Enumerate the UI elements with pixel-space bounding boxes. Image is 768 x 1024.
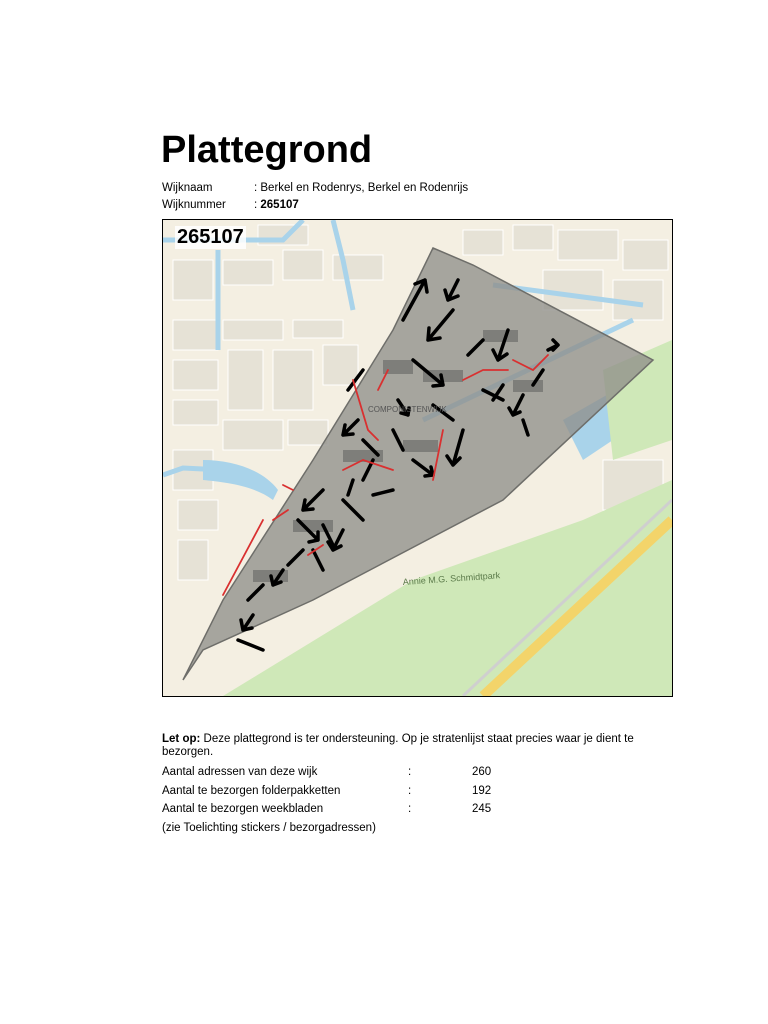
district-map[interactable] (162, 219, 673, 697)
stat-label: Aantal te bezorgen weekbladen (162, 803, 324, 815)
map-district-number: 265107 (177, 226, 244, 248)
map-graphic (163, 220, 672, 696)
park-label: Annie M.G. Schmidtpark (402, 570, 501, 587)
wijknummer-label: Wijknummer (162, 199, 226, 211)
footnote: (zie Toelichting stickers / bezorgadressen) (162, 822, 376, 834)
stat-value: 192 (472, 785, 492, 797)
wijknaam-value: : Berkel en Rodenrys, Berkel en Rodenrijs (254, 182, 469, 194)
stat-label: Aantal adressen van deze wijk (162, 766, 318, 778)
wijknummer-colon: : (254, 199, 261, 211)
stat-colon: : (408, 803, 412, 815)
wijknaam-label: Wijknaam (162, 182, 213, 194)
wijknummer-number: 265107 (260, 199, 299, 211)
map-pond (203, 460, 278, 500)
note-bold: Let op: (162, 733, 201, 745)
stat-colon: : (408, 785, 412, 797)
stat-value: 260 (472, 766, 492, 778)
note-text: Deze plattegrond is ter ondersteuning. Op je stratenlijst staat precies waar je dient te bezorgen. (162, 733, 634, 758)
page-title: Plattegrond (161, 129, 373, 171)
stat-value: 245 (472, 803, 492, 815)
stat-colon: : (408, 766, 412, 778)
note-paragraph (162, 733, 662, 759)
wijknummer-value (254, 198, 299, 212)
area-label: COMPONISTENWIJK (368, 405, 447, 414)
stat-label: Aantal te bezorgen folderpakketten (162, 785, 341, 797)
